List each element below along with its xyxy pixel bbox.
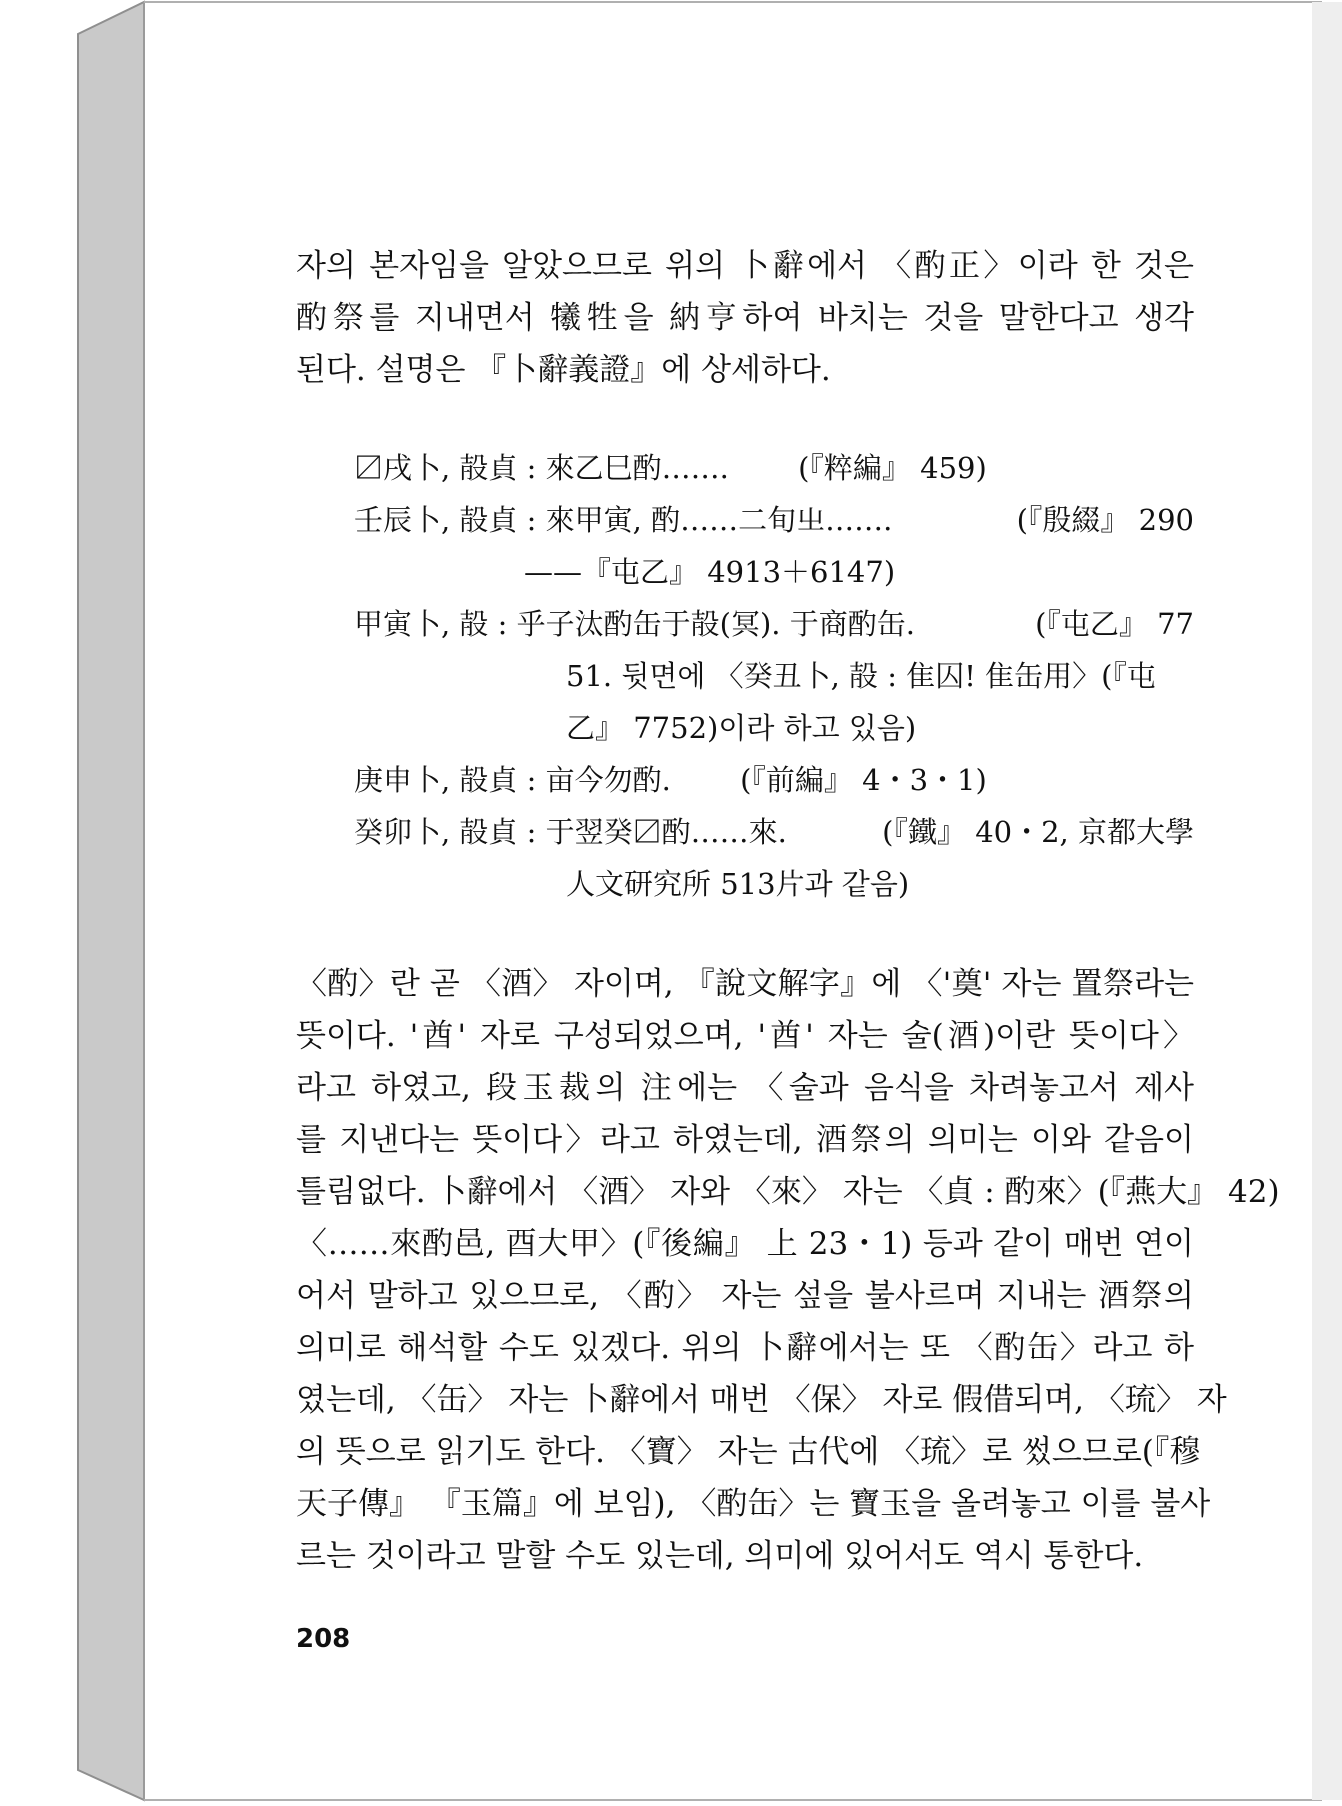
text-line: 된다. 설명은 『卜辭義證』에 상세하다. [296, 352, 831, 388]
quote-line [296, 702, 1194, 754]
quote-line [296, 754, 1194, 806]
text-line: 어서 말하고 있으므로, 〈酌〉 자는 섶을 불사르며 지내는 酒祭의 [296, 1278, 1194, 1314]
quote-line [296, 806, 1194, 858]
quote-source: (『殷綴』 290 [1016, 503, 1194, 537]
quote-line [296, 598, 1194, 650]
text-line: 라고 하였고, 段玉裁의 注에는 〈술과 음식을 차려놓고서 제사 [296, 1070, 1194, 1106]
page-content [296, 240, 1280, 1582]
quote-note: 乙』 7752)이라 하고 있음) [566, 711, 917, 745]
text-line: 르는 것이라고 말할 수도 있는데, 의미에 있어서도 역시 통한다. [296, 1538, 1144, 1574]
text-line: 를 지낸다는 뜻이다〉라고 하였는데, 酒祭의 의미는 이와 같음이 [296, 1122, 1194, 1158]
text-line: 의 뜻으로 읽기도 한다. 〈寶〉 자는 古代에 〈琉〉로 썼으므로(『穆 [296, 1434, 1201, 1470]
text-line: 酌祭를 지내면서 犧牲을 納亨하여 바치는 것을 말한다고 생각 [296, 300, 1194, 336]
quote-source: ——『屯乙』 4913＋6147) [524, 555, 896, 589]
quote-line [296, 546, 1194, 598]
text-line: 天子傳』 『玉篇』에 보임), 〈酌缶〉는 寶玉을 올려놓고 이를 불사 [296, 1486, 1211, 1522]
paragraph-1 [296, 240, 1194, 396]
quote-text: 甲寅卜, 㱿 : 乎子汰酌缶于㱿(冥). 于商酌缶. [354, 607, 915, 641]
quote-text: 癸卯卜, 㱿貞 : 于翌癸〼酌……來. [354, 815, 787, 849]
quote-source: (『粹編』 459) [798, 451, 987, 485]
text-line: 였는데, 〈缶〉 자는 卜辭에서 매번 〈保〉 자로 假借되며, 〈琉〉 자 [296, 1382, 1227, 1418]
quote-line [296, 442, 1194, 494]
quote-line [296, 494, 1194, 546]
quote-line [296, 858, 1194, 910]
quote-source: (『前編』 4・3・1) [740, 763, 987, 797]
quote-text: 壬辰卜, 㱿貞 : 來甲寅, 酌……二旬㞢……. [354, 503, 893, 537]
quote-note: 51. 뒷면에 〈癸丑卜, 㱿 : 隹囚! 隹缶用〉(『屯 [566, 659, 1156, 693]
page-right-shadow [1312, 2, 1342, 1800]
quote-source: 人文研究所 513片과 같음) [566, 867, 910, 901]
quote-text: 庚申卜, 㱿貞 : 亩今勿酌. [354, 763, 671, 797]
page-number: 208 [296, 1624, 351, 1654]
quote-line [296, 650, 1194, 702]
quote-source: (『鐵』 40・2, 京都大學 [882, 815, 1194, 849]
paragraph-2 [296, 958, 1280, 1582]
text-line: 뜻이다. '酋' 자로 구성되었으며, '酋' 자는 술(酒)이란 뜻이다〉 [296, 1018, 1194, 1054]
text-line: 〈酌〉란 곧 〈酒〉 자이며, 『說文解字』에 〈'奠' 자는 置祭라는 [296, 966, 1194, 1002]
text-line: 틀림없다. 卜辭에서 〈酒〉 자와 〈來〉 자는 〈貞 : 酌來〉(『燕大』 42) [296, 1174, 1280, 1210]
text-line: 의미로 해석할 수도 있겠다. 위의 卜辭에서는 또 〈酌缶〉라고 하 [296, 1330, 1194, 1366]
quote-text: 〼戌卜, 㱿貞 : 來乙巳酌……. [354, 451, 729, 485]
text-line: 자의 본자임을 알았으므로 위의 卜辭에서 〈酌正〉이라 한 것은 [296, 248, 1194, 284]
text-line: 〈……來酌邑, 酉大甲〉(『後編』 上 23・1) 등과 같이 매번 연이 [296, 1226, 1194, 1262]
quote-source: (『屯乙』 77 [1035, 607, 1194, 641]
oracle-inscription-quotes [296, 442, 1194, 910]
book-spine-shading [78, 2, 144, 1800]
